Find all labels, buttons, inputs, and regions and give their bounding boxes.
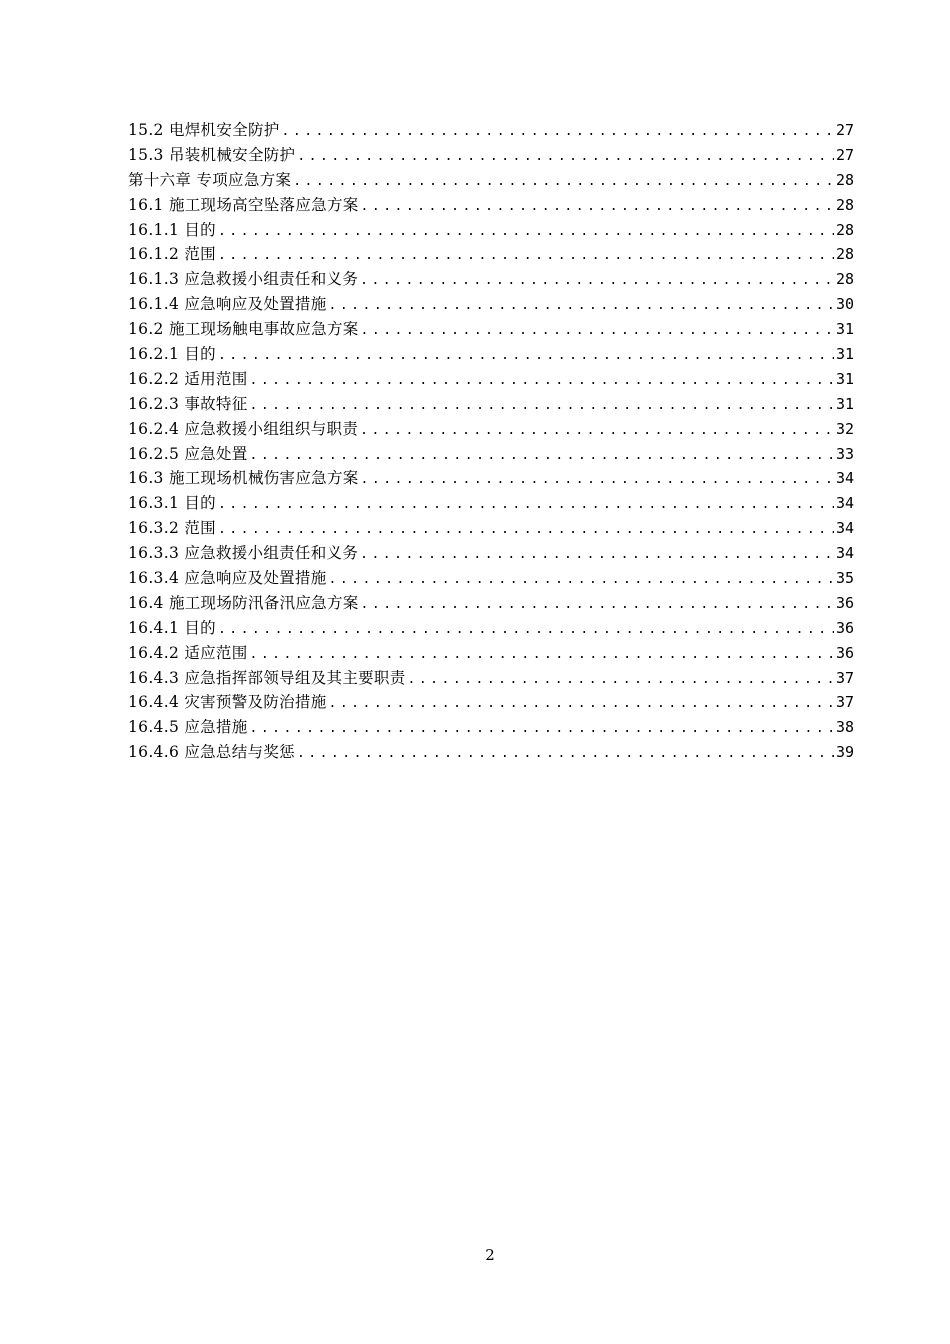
- toc-entry[interactable]: [128, 566, 854, 591]
- toc-entry-title: 16.4.1 目的: [128, 618, 216, 637]
- toc-entry[interactable]: [128, 342, 854, 367]
- toc-dot-leader: [291, 170, 834, 195]
- toc-entry-title: 16.1.3 应急救援小组责任和义务: [128, 270, 359, 289]
- toc-dot-leader: [216, 220, 834, 245]
- toc-entry-title: 16.4.4 灾害预警及防治措施: [128, 693, 327, 712]
- toc-entry[interactable]: [128, 143, 854, 168]
- toc-entry-page: 28: [835, 245, 854, 264]
- toc-entry-title: 16.1.2 范围: [128, 245, 216, 264]
- toc-dot-leader: [406, 668, 834, 693]
- toc-dot-leader: [359, 468, 834, 493]
- toc-dot-leader: [327, 568, 834, 593]
- toc-entry[interactable]: [128, 591, 854, 616]
- toc-entry-title: 16.4 施工现场防汛备汛应急方案: [128, 593, 359, 612]
- toc-entry-title: 16.2 施工现场触电事故应急方案: [128, 320, 359, 339]
- toc-entry-page: 31: [835, 345, 854, 364]
- toc-entry-page: 27: [835, 145, 854, 164]
- toc-entry-page: 34: [835, 494, 854, 513]
- toc-entry[interactable]: [128, 466, 854, 491]
- toc-dot-leader: [359, 593, 834, 618]
- toc-entry-page: 35: [835, 569, 854, 588]
- toc-dot-leader: [248, 369, 834, 394]
- toc-dot-leader: [248, 444, 834, 469]
- toc-entry-title: 16.2.1 目的: [128, 345, 216, 364]
- toc-entry-page: 28: [835, 195, 854, 214]
- toc-dot-leader: [358, 269, 834, 294]
- toc-entry[interactable]: [128, 118, 854, 143]
- toc-entry[interactable]: [128, 392, 854, 417]
- toc-entry[interactable]: [128, 516, 854, 541]
- toc-dot-leader: [295, 742, 834, 767]
- toc-entry-title: 16.3.3 应急救援小组责任和义务: [128, 544, 359, 563]
- toc-entry[interactable]: [128, 417, 854, 442]
- toc-entry[interactable]: [128, 715, 854, 740]
- toc-entry-page: 36: [835, 643, 854, 662]
- toc-entry-title: 15.2 电焊机安全防护: [128, 121, 280, 139]
- toc-entry-title: 16.2.4 应急救援小组组织与职责: [128, 419, 359, 438]
- toc-entry[interactable]: [128, 367, 854, 392]
- toc-entry-title: 16.3 施工现场机械伤害应急方案: [128, 469, 359, 488]
- toc-entry[interactable]: [128, 168, 854, 193]
- toc-entry-title: 16.2.5 应急处置: [128, 444, 248, 463]
- toc-entry[interactable]: [128, 616, 854, 641]
- toc-dot-leader: [216, 244, 834, 269]
- toc-dot-leader: [327, 692, 834, 717]
- toc-dot-leader: [280, 120, 834, 145]
- toc-entry-page: 37: [835, 668, 854, 687]
- toc-entry-title: 16.2.2 适用范围: [128, 369, 248, 388]
- toc-entry-page: 28: [835, 170, 854, 189]
- toc-entry[interactable]: [128, 541, 854, 566]
- toc-dot-leader: [216, 518, 834, 543]
- toc-entry[interactable]: [128, 442, 854, 467]
- toc-entry[interactable]: [128, 218, 854, 243]
- toc-entry-title: 16.3.2 范围: [128, 519, 216, 538]
- toc-entry-title: 16.4.3 应急指挥部领导组及其主要职责: [128, 668, 406, 687]
- toc-dot-leader: [295, 145, 834, 170]
- toc-entry-page: 31: [835, 394, 854, 413]
- toc-entry-title: 16.3.1 目的: [128, 494, 216, 513]
- toc-dot-leader: [216, 344, 834, 369]
- toc-entry-title: 16.4.5 应急措施: [128, 718, 248, 737]
- toc-entry-page: 36: [835, 618, 854, 637]
- toc-dot-leader: [216, 618, 834, 643]
- toc-entry-page: 31: [835, 369, 854, 388]
- toc-dot-leader: [358, 419, 834, 444]
- toc-entry[interactable]: [128, 317, 854, 342]
- toc-entry-title: 15.3 吊装机械安全防护: [128, 145, 296, 164]
- toc-entry-page: 28: [835, 220, 854, 239]
- toc-dot-leader: [359, 195, 834, 220]
- toc-entry[interactable]: [128, 267, 854, 292]
- toc-entry-title: 16.4.6 应急总结与奖惩: [128, 743, 295, 762]
- toc-entry-title: 16.4.2 适应范围: [128, 643, 248, 662]
- toc-dot-leader: [216, 493, 834, 518]
- toc-entry-page: 33: [835, 444, 854, 463]
- toc-entry[interactable]: [128, 690, 854, 715]
- toc-entry-page: 31: [835, 320, 854, 339]
- table-of-contents: [128, 118, 854, 765]
- toc-entry-page: 37: [835, 693, 854, 712]
- toc-entry-title: 第十六章 专项应急方案: [128, 170, 292, 189]
- toc-entry[interactable]: [128, 491, 854, 516]
- toc-entry-title: 16.2.3 事故特征: [128, 394, 248, 413]
- toc-entry-title: 16.1.1 目的: [128, 220, 216, 239]
- toc-dot-leader: [359, 319, 834, 344]
- toc-dot-leader: [248, 394, 834, 419]
- toc-dot-leader: [358, 543, 834, 568]
- page-number: 2: [485, 1246, 495, 1264]
- toc-entry[interactable]: [128, 641, 854, 666]
- toc-entry-page: 32: [835, 419, 854, 438]
- toc-entry[interactable]: [128, 292, 854, 317]
- toc-entry-page: 34: [835, 544, 854, 563]
- toc-dot-leader: [327, 294, 834, 319]
- toc-dot-leader: [248, 643, 834, 668]
- toc-dot-leader: [248, 717, 834, 742]
- toc-entry-title: 16.1.4 应急响应及处置措施: [128, 295, 327, 314]
- toc-entry-page: 30: [835, 295, 854, 314]
- toc-entry[interactable]: [128, 193, 854, 218]
- toc-entry-page: 34: [835, 469, 854, 488]
- toc-entry[interactable]: [128, 740, 854, 765]
- toc-entry-page: 36: [835, 593, 854, 612]
- toc-entry-page: 27: [835, 121, 854, 139]
- toc-entry-page: 28: [835, 270, 854, 289]
- toc-entry[interactable]: [128, 242, 854, 267]
- toc-entry-page: 39: [835, 743, 854, 762]
- toc-entry-title: 16.1 施工现场高空坠落应急方案: [128, 195, 359, 214]
- toc-entry-title: 16.3.4 应急响应及处置措施: [128, 569, 327, 588]
- toc-entry[interactable]: [128, 666, 854, 691]
- toc-entry-page: 38: [835, 718, 854, 737]
- toc-entry-page: 34: [835, 519, 854, 538]
